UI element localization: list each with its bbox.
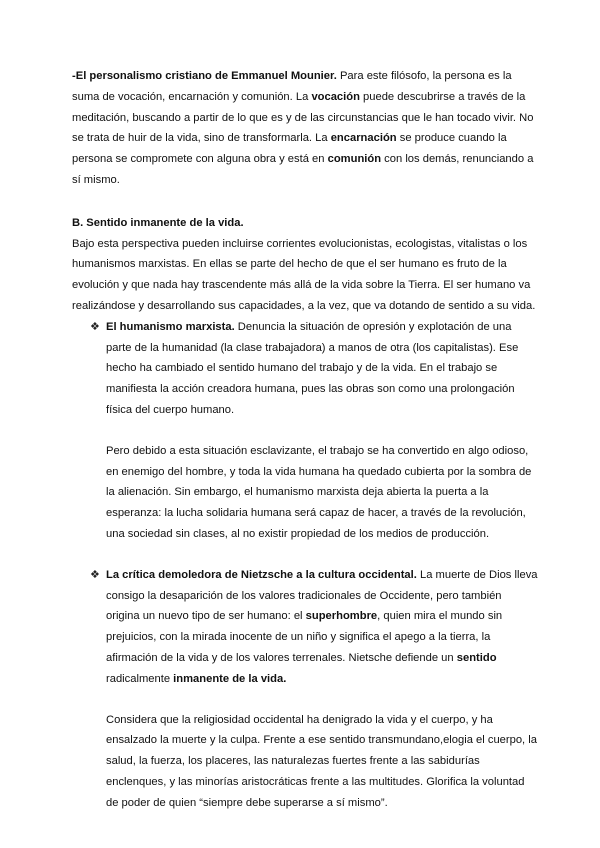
bullet-marxismo-lead: El humanismo marxista.: [106, 320, 235, 333]
bullet-nietzsche-text-2: , quien mira el mundo sin prejuicios, con la mirada inocente de un niño y significa el apego a la tierra, la afirmación de la vida y de los valores terrenales. Nietsche defiende un: [106, 610, 503, 664]
bullet-marxismo-body: Denuncia la situación de opresión y explotación de una parte de la humanidad (la clase trabajadora) a manos de otra (los capitalistas). Ese hecho ha cambiado el sentido humano del trabajo y de la vida. En el trabajo se manifiesta la acción creadora humana, pues las obras son como una prolongación física del cuerpo humano.: [106, 320, 519, 416]
intro-text-4: con los demás, renunciando a sí mismo.: [72, 153, 534, 186]
term-encarnacion: encarnación: [330, 132, 397, 145]
bullet-marxismo: [72, 317, 538, 421]
bullet-nietzsche-para2: Considera que la religiosidad occidental ha denigrado la vida y el cuerpo, y ha ensalzado la muerte y la culpa. Frente a ese sentido transmundano,elogia el cuerpo, la salud, la fuerza, los placeres, las naturalezas fuertes frente a las sabidurías enclenques, y las minorías aristocráticas frente a las multitudes. Glorifica la voluntad de poder de quien “siempre debe superarse a sí mismo”.: [106, 713, 537, 809]
diamond-bullet-icon: ❖: [90, 320, 100, 333]
intro-paragraph: [72, 66, 538, 191]
intro-text-3: se produce cuando la persona se compromete con alguna obra y está en: [72, 132, 507, 166]
section-b-title: B. Sentido inmanente de la vida.: [72, 216, 244, 229]
term-vocacion: vocación: [311, 90, 360, 103]
bullet-marxismo-text: [106, 317, 538, 421]
bullet-nietzsche: [72, 565, 538, 690]
bullet-nietzsche-lead: La crítica demoledora de Nietzsche a la cultura occidental.: [106, 568, 417, 581]
intro-text-1: Para este filósofo, la persona es la suma de vocación, encarnación y comunión. La: [72, 70, 512, 103]
bullet-nietzsche-text: [106, 565, 538, 690]
term-inmanente: inmanente de la vida.: [173, 672, 287, 685]
bullet-nietzsche-text-1: La muerte de Dios lleva consigo la desaparición de los valores tradicionales de Occidente, pero también origina un nuevo tipo de ser humano: el: [106, 568, 538, 623]
intro-lead: -El personalismo cristiano de Emmanuel Mounier.: [72, 70, 337, 82]
bullet-marxismo-para2: Pero debido a esta situación esclavizante, el trabajo se ha convertido en algo odioso, en enemigo del hombre, y toda la vida humana ha quedado cubierta por la sombra de la alienación. Sin embargo, el humanismo marxista deja abierta la puerta a la esperanza: la lucha solidaria humana será capaz de hacer, a través de la revolución, una sociedad sin clases, al no existir propiedad de los medios de producción.: [106, 444, 532, 540]
bullet-nietzsche-text-3: radicalmente: [106, 672, 174, 685]
section-b-body: Bajo esta perspectiva pueden incluirse corrientes evolucionistas, ecologistas, vitalistas o los humanismos marxistas. En ellas se parte del hecho de que el ser humano es fruto de la evolución y que nada hay trascendente más allá de la vida sobre la Tierra. El ser humano va realizándose y desarrollando sus capacidades, a la vez, que va dotando de sentido a su vida.: [72, 237, 536, 312]
diamond-bullet-icon: ❖: [90, 568, 100, 581]
term-sentido: sentido: [456, 651, 497, 664]
term-comunion: comunión: [327, 153, 382, 166]
intro-text-2: puede descubrirse a través de la meditación, buscando a partir de lo que es y de las circunstancias que le han tocado vivir. No se trata de huir de la vida, sino de transformarla. La: [72, 90, 534, 145]
term-superhombre: superhombre: [305, 610, 378, 623]
